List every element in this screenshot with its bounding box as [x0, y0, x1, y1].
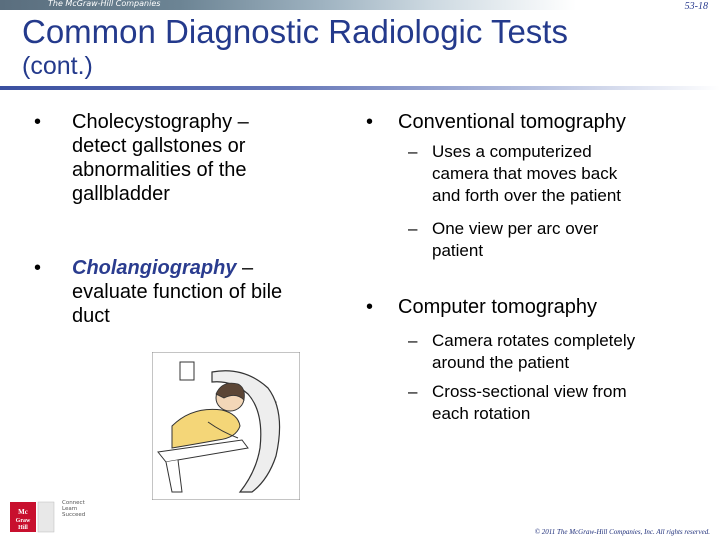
sub-bullet-line: camera that moves back: [432, 164, 618, 183]
ct-scanner-illustration: [152, 352, 300, 500]
highlighted-term: Cholangiography: [72, 257, 237, 279]
bullet-dot-icon: •: [34, 257, 42, 279]
dash-icon: –: [408, 219, 418, 238]
mcgraw-hill-logo-icon: [8, 498, 58, 536]
bullet-line: duct: [72, 305, 110, 327]
sub-bullet: [408, 141, 708, 207]
svg-text:Mc: Mc: [18, 508, 28, 516]
bullet-line: detect gallstones or: [72, 135, 246, 157]
bullet-heading: Computer tomography: [398, 296, 597, 318]
dash-icon: –: [408, 382, 418, 401]
bullet-cholecystography: [34, 110, 324, 206]
tagline-line: Connect: [62, 500, 85, 506]
sub-bullet-line: Camera rotates completely: [432, 331, 636, 350]
dash-icon: –: [408, 142, 418, 161]
sub-bullet: [408, 218, 708, 262]
sub-bullet-line: each rotation: [432, 404, 531, 423]
slide-number: 53-18: [684, 1, 708, 12]
bullet-dot-icon: •: [366, 296, 374, 318]
slide-title: Common Diagnostic Radiologic Tests: [22, 13, 568, 50]
brand-text: The McGraw-Hill Companies: [48, 0, 161, 8]
sub-bullet-line: Cross-sectional view from: [432, 382, 627, 401]
bullet-line: abnormalities of the: [72, 159, 247, 181]
tagline-line: Succeed: [62, 512, 86, 518]
bullet-line: Cholecystography –: [72, 111, 249, 133]
wall-panel-icon: [180, 362, 194, 380]
sub-bullet-line: around the patient: [432, 353, 570, 372]
dash-icon: –: [408, 331, 418, 350]
slide-subtitle: (cont.): [22, 52, 93, 80]
svg-text:Hill: Hill: [18, 525, 28, 531]
sub-bullet: [408, 330, 708, 374]
sub-bullet-line: patient: [432, 241, 484, 260]
logo-tagline: [62, 500, 85, 518]
svg-text:Graw: Graw: [15, 518, 31, 524]
bullet-computer-tomography: [366, 295, 706, 319]
sub-bullet: [408, 381, 708, 425]
tagline-line: Learn: [62, 506, 78, 512]
sub-bullet-line: Uses a computerized: [432, 142, 592, 161]
bullet-dot-icon: •: [34, 111, 42, 133]
bullet-dot-icon: •: [366, 111, 374, 133]
bullet-heading: Conventional tomography: [398, 111, 626, 133]
bullet-cholangiography: [34, 256, 334, 328]
bullet-line: gallbladder: [72, 183, 170, 205]
sub-bullet-line: and forth over the patient: [432, 186, 622, 205]
title-divider: [0, 86, 720, 90]
bullet-line: evaluate function of bile: [72, 281, 283, 303]
header-bar: [0, 0, 720, 10]
copyright-text: © 2011 The McGraw-Hill Companies, Inc. All rights reserved.: [534, 528, 710, 536]
bullet-line-rest: –: [236, 257, 254, 279]
bullet-conventional-tomography: [366, 110, 706, 134]
sub-bullet-line: One view per arc over: [432, 219, 599, 238]
bullet-line: [34, 256, 334, 280]
